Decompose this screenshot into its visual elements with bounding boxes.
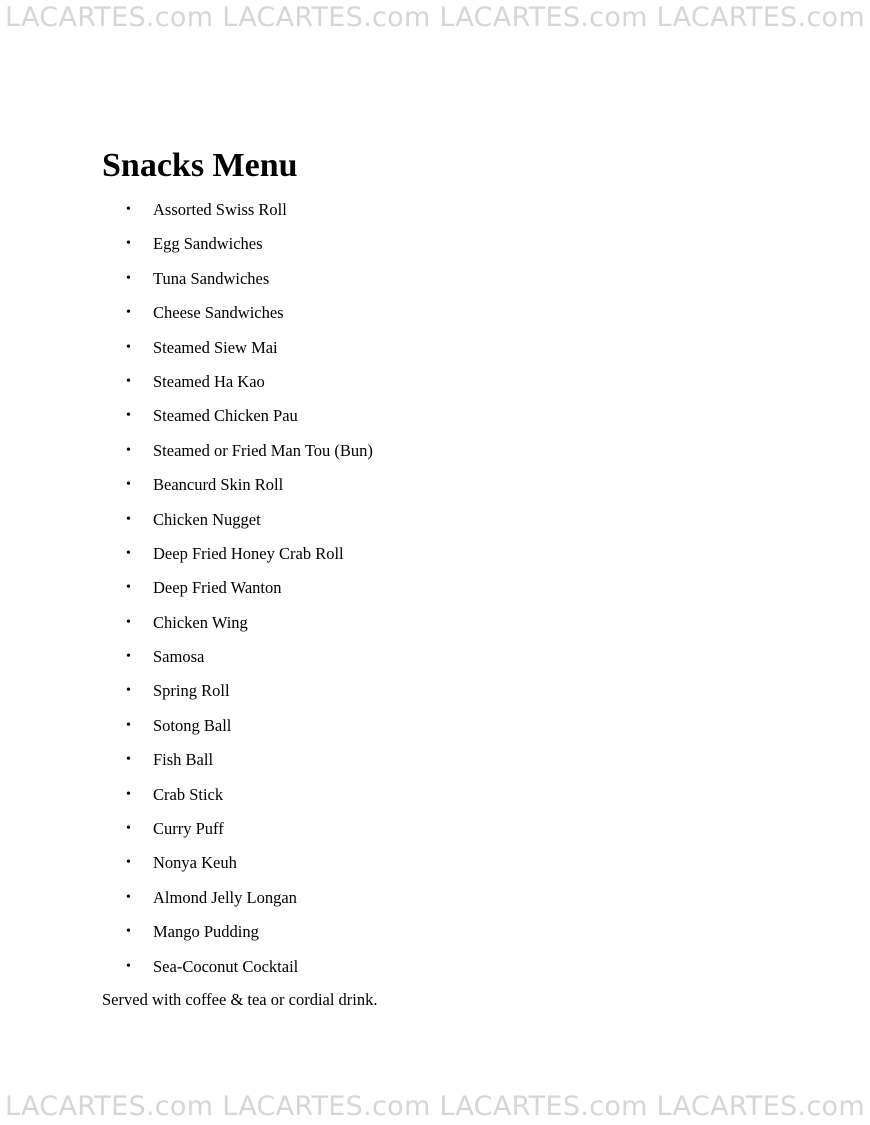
menu-item — [0, 709, 373, 743]
menu-item — [0, 881, 373, 915]
bullet-dot-icon: • — [126, 305, 131, 321]
watermark-top: LACARTES.com LACARTES.com LACARTES.com LACARTES.com — [5, 2, 865, 33]
menu-item-label: Crab Stick — [153, 784, 224, 804]
menu-item — [0, 812, 373, 846]
bullet-dot-icon: • — [126, 855, 131, 871]
menu-item-label: Chicken Nugget — [153, 509, 261, 529]
snacks-menu-list — [0, 193, 373, 984]
bullet-dot-icon: • — [126, 683, 131, 699]
bullet-dot-icon: • — [126, 924, 131, 940]
menu-item — [0, 571, 373, 605]
bullet-dot-icon: • — [126, 752, 131, 768]
menu-item — [0, 193, 373, 227]
bullet-dot-icon: • — [126, 236, 131, 252]
menu-item-label: Steamed or Fried Man Tou (Bun) — [153, 440, 373, 460]
menu-item — [0, 262, 373, 296]
bullet-dot-icon: • — [126, 373, 131, 389]
menu-item — [0, 674, 373, 708]
menu-item-label: Egg Sandwiches — [153, 234, 263, 254]
menu-item-label: Tuna Sandwiches — [153, 268, 270, 288]
bullet-dot-icon: • — [126, 821, 131, 837]
menu-item-label: Spring Roll — [153, 681, 230, 701]
menu-item-label: Mango Pudding — [153, 922, 259, 942]
bullet-dot-icon: • — [126, 717, 131, 733]
page-title: Snacks Menu — [102, 147, 298, 184]
menu-item-label: Curry Puff — [153, 819, 224, 839]
bullet-dot-icon: • — [126, 786, 131, 802]
bullet-dot-icon: • — [126, 202, 131, 217]
menu-item — [0, 537, 373, 571]
bullet-dot-icon: • — [126, 270, 131, 286]
bullet-dot-icon: • — [126, 408, 131, 424]
bullet-dot-icon: • — [126, 580, 131, 596]
menu-item — [0, 503, 373, 537]
menu-item — [0, 468, 373, 502]
menu-item-label: Cheese Sandwiches — [153, 303, 284, 323]
menu-item-label: Nonya Keuh — [153, 853, 237, 873]
menu-item-label: Samosa — [153, 647, 205, 667]
menu-item — [0, 296, 373, 330]
served-with-note: Served with coffee & tea or cordial drink. — [102, 990, 378, 1009]
menu-item-label: Deep Fried Wanton — [153, 578, 282, 598]
menu-item — [0, 743, 373, 777]
menu-item — [0, 365, 373, 399]
bullet-dot-icon: • — [126, 442, 131, 458]
menu-item — [0, 227, 373, 261]
menu-item-label: Sotong Ball — [153, 715, 232, 735]
menu-item-label: Chicken Wing — [153, 612, 248, 632]
menu-item — [0, 606, 373, 640]
menu-item — [0, 950, 373, 984]
menu-item-label: Sea-Coconut Cocktail — [153, 956, 299, 976]
menu-item — [0, 846, 373, 880]
menu-item-label: Beancurd Skin Roll — [153, 475, 284, 495]
menu-item — [0, 331, 373, 365]
menu-item-label: Deep Fried Honey Crab Roll — [153, 543, 344, 563]
bullet-dot-icon: • — [126, 477, 131, 493]
bullet-dot-icon: • — [126, 958, 131, 974]
menu-item — [0, 778, 373, 812]
bullet-dot-icon: • — [126, 889, 131, 905]
menu-item-label: Fish Ball — [153, 750, 214, 770]
bullet-dot-icon: • — [126, 649, 131, 665]
watermark-bottom: LACARTES.com LACARTES.com LACARTES.com LACARTES.com — [5, 1091, 865, 1122]
bullet-dot-icon: • — [126, 511, 131, 527]
menu-item — [0, 640, 373, 674]
bullet-dot-icon: • — [126, 545, 131, 561]
menu-item — [0, 915, 373, 949]
bullet-dot-icon: • — [126, 614, 131, 630]
menu-item-label: Steamed Siew Mai — [153, 337, 278, 357]
menu-item — [0, 434, 373, 468]
menu-item — [0, 399, 373, 433]
menu-item-label: Steamed Chicken Pau — [153, 406, 298, 426]
menu-item-label: Assorted Swiss Roll — [153, 200, 287, 219]
bullet-dot-icon: • — [126, 339, 131, 355]
menu-item-label: Steamed Ha Kao — [153, 371, 265, 391]
menu-item-label: Almond Jelly Longan — [153, 887, 297, 907]
